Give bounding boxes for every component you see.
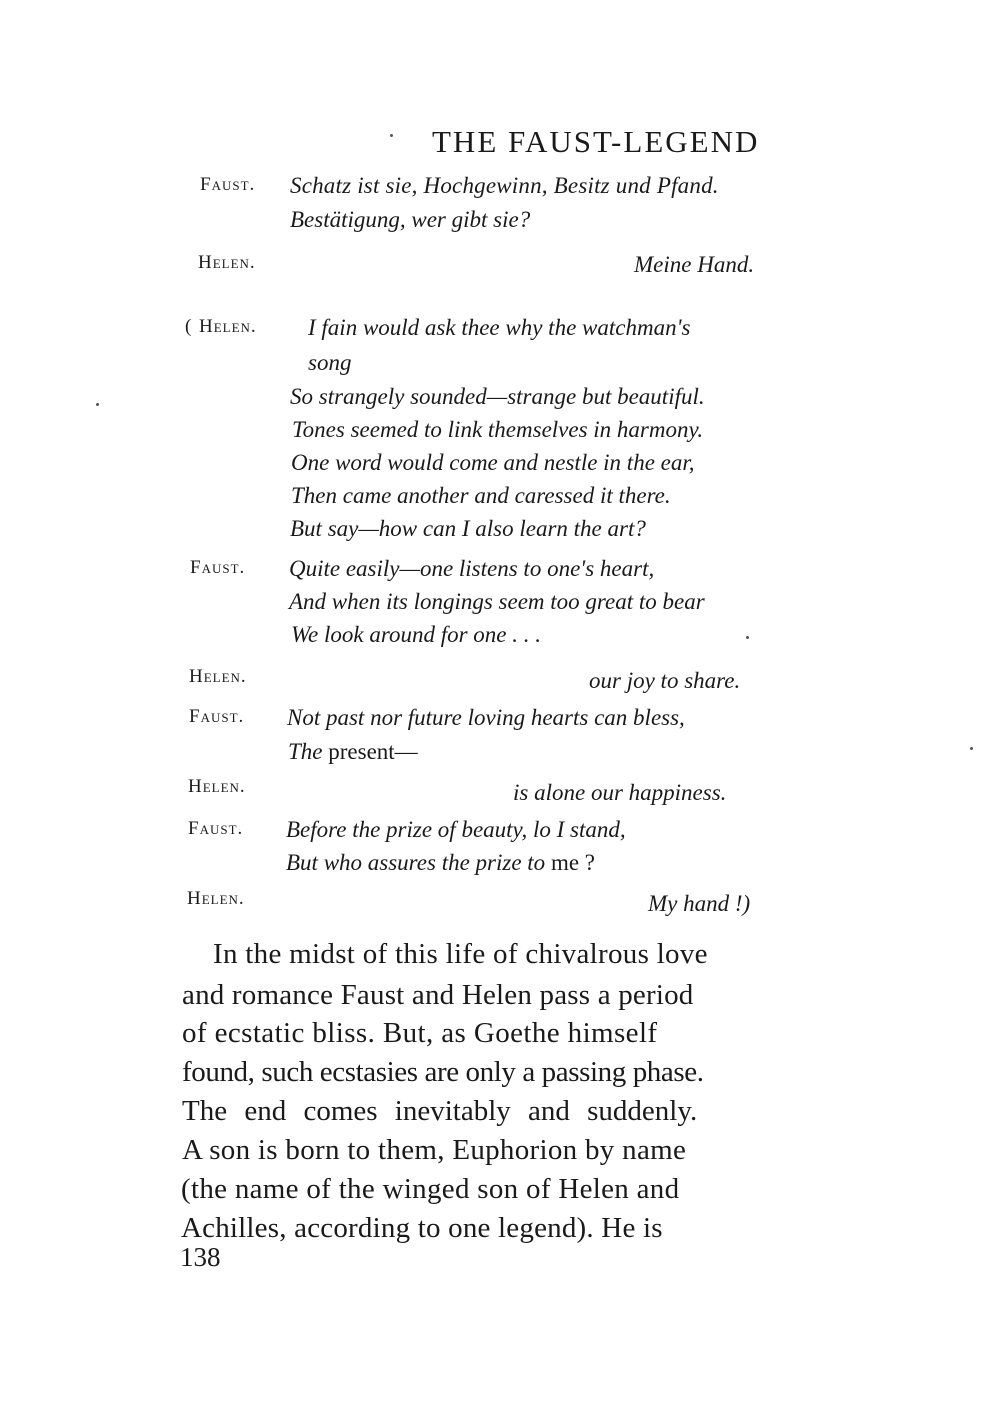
verse-line: is alone our happiness. <box>513 780 727 805</box>
verse-line: Tones seemed to link themselves in harmony. <box>292 417 704 442</box>
verse-line: We look around for one . . . <box>291 622 542 647</box>
verse-line <box>286 850 595 876</box>
verse-line: song <box>308 350 352 375</box>
prose-line: (the name of the winged son of Helen and <box>181 1173 680 1205</box>
prose-line: of ecstatic bliss. But, as Goethe himself <box>182 1017 658 1049</box>
verse-line: But say—how can I also learn the art? <box>290 516 646 541</box>
running-header: THE FAUST-LEGEND <box>432 124 760 159</box>
speaker-faust: Faust. <box>200 174 256 195</box>
verse-line: our joy to share. <box>589 668 741 693</box>
speaker-helen: Helen. <box>189 666 247 687</box>
verse-line: My hand !) <box>648 891 751 916</box>
verse-line: I fain would ask thee why the watchman's <box>308 315 691 340</box>
verse-line: Schatz ist sie, Hochgewinn, Besitz und Pfand. <box>290 173 719 198</box>
open-parenthesis: ( <box>185 316 193 337</box>
prose-line: In the midst of this life of chivalrous love <box>213 938 708 970</box>
page-speck <box>390 134 393 137</box>
page-speck <box>96 403 99 406</box>
speaker-faust: Faust. <box>189 706 245 727</box>
prose-line: found, such ecstasies are only a passing phase. <box>182 1056 704 1088</box>
verse-roman-part: present— <box>322 739 418 764</box>
page-speck <box>746 636 749 639</box>
speaker-helen: Helen. <box>198 252 256 273</box>
verse-roman-part: me ? <box>545 850 595 875</box>
speaker-helen: Helen. <box>199 316 257 337</box>
speaker-helen: Helen. <box>188 776 246 797</box>
verse-line: Bestätigung, wer gibt sie? <box>290 207 531 232</box>
speaker-faust: Faust. <box>188 818 244 839</box>
page-speck <box>970 747 973 750</box>
verse-line: So strangely sounded—strange but beautiful. <box>290 384 705 409</box>
prose-line: The end comes inevitably and suddenly. <box>182 1095 698 1127</box>
verse-line: Then came another and caressed it there. <box>291 483 671 508</box>
verse-line: One word would come and nestle in the ear, <box>291 450 695 475</box>
verse-line: And when its longings seem too great to bear <box>289 589 705 614</box>
prose-line: A son is born to them, Euphorion by name <box>182 1134 687 1166</box>
verse-line <box>288 739 418 765</box>
verse-line: Quite easily—one listens to one's heart, <box>289 556 655 581</box>
speaker-faust: Faust. <box>190 557 246 578</box>
prose-line: and romance Faust and Helen pass a period <box>182 979 694 1011</box>
page-number: 138 <box>180 1242 221 1272</box>
verse-italic-part: But who assures the prize to <box>286 850 546 875</box>
verse-line: Not past nor future loving hearts can bless, <box>287 705 685 730</box>
prose-line: Achilles, according to one legend). He is <box>181 1212 663 1244</box>
verse-line: Meine Hand. <box>634 252 755 277</box>
speaker-helen: Helen. <box>187 888 245 909</box>
verse-line: Before the prize of beauty, lo I stand, <box>286 817 626 842</box>
verse-italic-part: The <box>288 739 323 764</box>
